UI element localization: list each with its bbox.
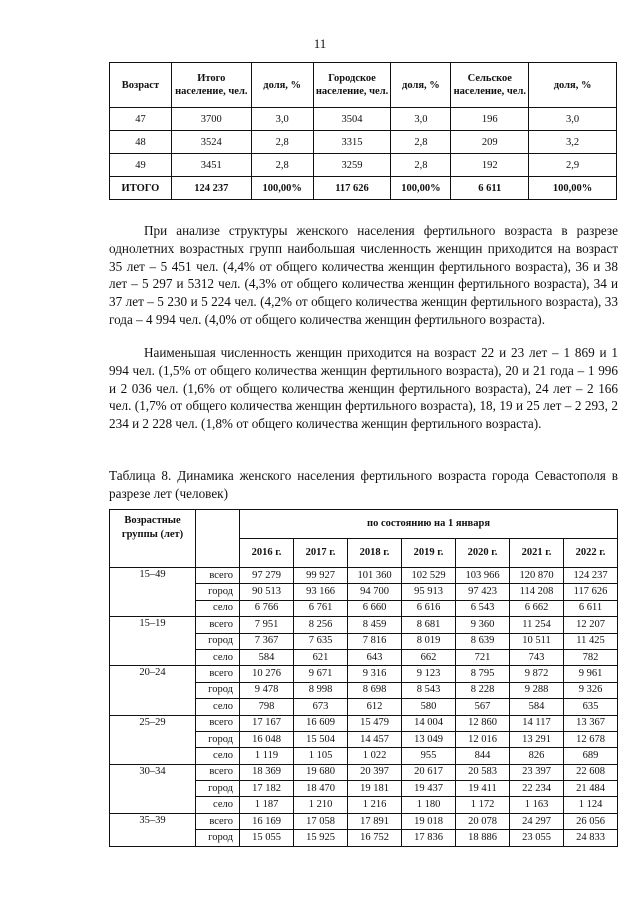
population-value: 22 234 xyxy=(510,781,564,797)
population-value: 1 210 xyxy=(294,797,348,813)
population-value: 15 055 xyxy=(240,830,294,846)
population-value: 584 xyxy=(510,699,564,715)
table8-header-row xyxy=(110,510,618,539)
population-value: 721 xyxy=(456,649,510,665)
population-value: 12 860 xyxy=(456,715,510,731)
population-type-label: село xyxy=(196,797,240,813)
population-value: 102 529 xyxy=(402,568,456,584)
population-type-label: город xyxy=(196,633,240,649)
table1-header: Сельское население, чел. xyxy=(451,63,529,108)
population-value: 11 254 xyxy=(510,617,564,633)
age-group-label: 30–34 xyxy=(110,764,196,813)
population-value: 17 058 xyxy=(294,813,348,829)
population-value: 95 913 xyxy=(402,584,456,600)
population-value: 689 xyxy=(564,748,618,764)
population-value: 9 961 xyxy=(564,666,618,682)
population-value: 99 927 xyxy=(294,568,348,584)
population-value: 18 886 xyxy=(456,830,510,846)
population-value: 8 459 xyxy=(348,617,402,633)
table8-row xyxy=(110,715,618,731)
population-value: 782 xyxy=(564,649,618,665)
population-value: 19 680 xyxy=(294,764,348,780)
year-header: 2016 г. xyxy=(240,539,294,568)
table1-cell: 3259 xyxy=(313,154,391,177)
table8-row xyxy=(110,617,618,633)
table1-cell: 2,8 xyxy=(391,131,451,154)
table1-total-cell: 117 626 xyxy=(313,177,391,200)
population-type-label: село xyxy=(196,649,240,665)
population-value: 6 662 xyxy=(510,600,564,616)
table1-header: доля, % xyxy=(391,63,451,108)
table1-cell: 3315 xyxy=(313,131,391,154)
population-value: 94 700 xyxy=(348,584,402,600)
population-value: 635 xyxy=(564,699,618,715)
population-value: 12 207 xyxy=(564,617,618,633)
population-value: 7 951 xyxy=(240,617,294,633)
population-value: 90 513 xyxy=(240,584,294,600)
population-value: 9 872 xyxy=(510,666,564,682)
table1-header: Итого население, чел. xyxy=(171,63,251,108)
population-value: 13 367 xyxy=(564,715,618,731)
population-value: 18 369 xyxy=(240,764,294,780)
age-share-table xyxy=(109,62,617,200)
population-value: 12 016 xyxy=(456,731,510,747)
population-value: 7 816 xyxy=(348,633,402,649)
table1-total-cell: 100,00% xyxy=(251,177,313,200)
population-value: 18 470 xyxy=(294,781,348,797)
table1-total-cell: 100,00% xyxy=(529,177,617,200)
population-value: 6 543 xyxy=(456,600,510,616)
table1-cell: 2,8 xyxy=(251,131,313,154)
table1-cell: 2,8 xyxy=(251,154,313,177)
population-type-label: село xyxy=(196,600,240,616)
table1-cell: 3,0 xyxy=(251,108,313,131)
population-value: 955 xyxy=(402,748,456,764)
population-value: 16 752 xyxy=(348,830,402,846)
population-value: 124 237 xyxy=(564,568,618,584)
population-value: 13 291 xyxy=(510,731,564,747)
population-type-label: всего xyxy=(196,813,240,829)
year-header: 2020 г. xyxy=(456,539,510,568)
table1-cell: 48 xyxy=(110,131,172,154)
population-value: 10 511 xyxy=(510,633,564,649)
table1-cell: 192 xyxy=(451,154,529,177)
table1-cell: 3451 xyxy=(171,154,251,177)
population-value: 17 167 xyxy=(240,715,294,731)
population-value: 9 360 xyxy=(456,617,510,633)
population-value: 22 608 xyxy=(564,764,618,780)
table1-total-cell: 6 611 xyxy=(451,177,529,200)
table1-row xyxy=(110,108,617,131)
population-value: 20 583 xyxy=(456,764,510,780)
table1-cell: 209 xyxy=(451,131,529,154)
population-value: 6 766 xyxy=(240,600,294,616)
population-type-label: город xyxy=(196,830,240,846)
population-value: 580 xyxy=(402,699,456,715)
population-type-label: город xyxy=(196,682,240,698)
population-value: 12 678 xyxy=(564,731,618,747)
population-value: 662 xyxy=(402,649,456,665)
population-value: 8 019 xyxy=(402,633,456,649)
year-header: 2017 г. xyxy=(294,539,348,568)
population-value: 6 660 xyxy=(348,600,402,616)
age-group-label: 25–29 xyxy=(110,715,196,764)
population-value: 117 626 xyxy=(564,584,618,600)
age-group-label: 15–19 xyxy=(110,617,196,666)
table1-row xyxy=(110,154,617,177)
population-value: 612 xyxy=(348,699,402,715)
population-value: 23 055 xyxy=(510,830,564,846)
population-value: 97 423 xyxy=(456,584,510,600)
table1-total-row xyxy=(110,177,617,200)
year-header: 2021 г. xyxy=(510,539,564,568)
table1-header: Возраст xyxy=(110,63,172,108)
age-group-header: Возрастные группы (лет) xyxy=(110,510,196,568)
population-value: 1 172 xyxy=(456,797,510,813)
table1-cell: 3,2 xyxy=(529,131,617,154)
population-value: 19 411 xyxy=(456,781,510,797)
year-header: 2019 г. xyxy=(402,539,456,568)
table8-caption: Таблица 8. Динамика женского населения фертильного возраста города Севастополя в разрезе лет (человек) xyxy=(109,468,618,501)
population-value: 9 326 xyxy=(564,682,618,698)
population-value: 24 297 xyxy=(510,813,564,829)
population-value: 6 611 xyxy=(564,600,618,616)
population-value: 643 xyxy=(348,649,402,665)
population-value: 1 119 xyxy=(240,748,294,764)
paragraph-min-population: Наименьшая численность женщин приходится на возраст 22 и 23 лет – 1 869 и 1 994 чел. (1,5% от общего количества женщин фертильного возраста), 20 и 21 года – 1 996 и 2 036 чел. (1,6% от общего количества женщин фертильного возраста), 24 лет – 2 166 чел. (1,7% от общего количества женщин фертильного возраста), 18, 19 и 25 лет – 2 293, 2 234 и 2 228 чел. (1,8% от общего количества женщин фертильного возраста). xyxy=(109,345,618,432)
table1-total-cell: 100,00% xyxy=(391,177,451,200)
population-value: 844 xyxy=(456,748,510,764)
population-value: 20 617 xyxy=(402,764,456,780)
table1-cell: 2,9 xyxy=(529,154,617,177)
population-type-label: город xyxy=(196,584,240,600)
population-value: 798 xyxy=(240,699,294,715)
population-type-label: город xyxy=(196,731,240,747)
population-type-label: всего xyxy=(196,715,240,731)
population-value: 17 891 xyxy=(348,813,402,829)
population-value: 10 276 xyxy=(240,666,294,682)
date-span-header: по состоянию на 1 января xyxy=(240,510,618,539)
population-value: 11 425 xyxy=(564,633,618,649)
population-value: 19 181 xyxy=(348,781,402,797)
population-value: 743 xyxy=(510,649,564,665)
population-value: 8 543 xyxy=(402,682,456,698)
year-header: 2022 г. xyxy=(564,539,618,568)
table1-cell: 47 xyxy=(110,108,172,131)
population-value: 93 166 xyxy=(294,584,348,600)
population-type-label: село xyxy=(196,699,240,715)
population-value: 1 022 xyxy=(348,748,402,764)
table1-total-cell: ИТОГО xyxy=(110,177,172,200)
population-value: 826 xyxy=(510,748,564,764)
population-type-label: всего xyxy=(196,764,240,780)
population-value: 14 117 xyxy=(510,715,564,731)
population-value: 584 xyxy=(240,649,294,665)
population-value: 16 169 xyxy=(240,813,294,829)
population-value: 19 018 xyxy=(402,813,456,829)
population-value: 6 616 xyxy=(402,600,456,616)
table1-header: Городское население, чел. xyxy=(313,63,391,108)
table1-total-cell: 124 237 xyxy=(171,177,251,200)
population-value: 15 504 xyxy=(294,731,348,747)
age-group-label: 15–49 xyxy=(110,568,196,617)
population-value: 1 216 xyxy=(348,797,402,813)
population-value: 1 180 xyxy=(402,797,456,813)
population-value: 16 609 xyxy=(294,715,348,731)
population-value: 1 124 xyxy=(564,797,618,813)
table8-row xyxy=(110,666,618,682)
population-value: 8 228 xyxy=(456,682,510,698)
type-header xyxy=(196,510,240,568)
population-value: 14 004 xyxy=(402,715,456,731)
table1-header: доля, % xyxy=(251,63,313,108)
table1-row xyxy=(110,131,617,154)
population-value: 9 316 xyxy=(348,666,402,682)
age-group-label: 20–24 xyxy=(110,666,196,715)
table1-cell: 3504 xyxy=(313,108,391,131)
population-value: 673 xyxy=(294,699,348,715)
population-value: 101 360 xyxy=(348,568,402,584)
table8-row xyxy=(110,813,618,829)
population-value: 17 182 xyxy=(240,781,294,797)
fertile-population-dynamics-table xyxy=(109,509,618,847)
table1-header-row xyxy=(110,63,617,108)
population-type-label: село xyxy=(196,748,240,764)
population-type-label: всего xyxy=(196,617,240,633)
population-value: 103 966 xyxy=(456,568,510,584)
age-group-label: 35–39 xyxy=(110,813,196,846)
population-value: 114 208 xyxy=(510,584,564,600)
population-value: 8 681 xyxy=(402,617,456,633)
population-value: 7 635 xyxy=(294,633,348,649)
population-value: 19 437 xyxy=(402,781,456,797)
population-value: 20 397 xyxy=(348,764,402,780)
population-value: 9 671 xyxy=(294,666,348,682)
page-number: 11 xyxy=(313,36,327,51)
population-value: 1 163 xyxy=(510,797,564,813)
year-header: 2018 г. xyxy=(348,539,402,568)
population-value: 6 761 xyxy=(294,600,348,616)
population-value: 9 478 xyxy=(240,682,294,698)
population-value: 97 279 xyxy=(240,568,294,584)
population-value: 7 367 xyxy=(240,633,294,649)
population-value: 14 457 xyxy=(348,731,402,747)
table8-row xyxy=(110,568,618,584)
population-value: 120 870 xyxy=(510,568,564,584)
population-value: 23 397 xyxy=(510,764,564,780)
population-type-label: город xyxy=(196,781,240,797)
paragraph-max-population: При анализе структуры женского населения фертильного возраста в разрезе однолетних возрастных групп наибольшая численность женщин приходится на возраст 35 лет – 5 451 чел. (4,4% от общего количества женщин фертильного возраста), 36 и 38 лет – 5 297 и 5312 чел. (4,3% от общего количества женщин фертильного возраста), 34 и 37 лет – 5 230 и 5 224 чел. (4,2% от общего количества женщин фертильного возраста), 33 года – 4 994 чел. (4,0% от общего количества женщин фертильного возраста). xyxy=(109,223,618,327)
population-value: 567 xyxy=(456,699,510,715)
population-value: 1 187 xyxy=(240,797,294,813)
table1-header: доля, % xyxy=(529,63,617,108)
table1-cell: 3,0 xyxy=(529,108,617,131)
table8-row xyxy=(110,764,618,780)
population-value: 17 836 xyxy=(402,830,456,846)
population-value: 8 998 xyxy=(294,682,348,698)
population-value: 621 xyxy=(294,649,348,665)
population-value: 8 698 xyxy=(348,682,402,698)
population-value: 21 484 xyxy=(564,781,618,797)
population-value: 8 639 xyxy=(456,633,510,649)
population-value: 16 048 xyxy=(240,731,294,747)
table1-cell: 196 xyxy=(451,108,529,131)
population-value: 8 256 xyxy=(294,617,348,633)
population-type-label: всего xyxy=(196,568,240,584)
population-value: 13 049 xyxy=(402,731,456,747)
table1-cell: 3524 xyxy=(171,131,251,154)
population-type-label: всего xyxy=(196,666,240,682)
population-value: 26 056 xyxy=(564,813,618,829)
population-value: 24 833 xyxy=(564,830,618,846)
population-value: 1 105 xyxy=(294,748,348,764)
table1-cell: 49 xyxy=(110,154,172,177)
population-value: 20 078 xyxy=(456,813,510,829)
population-value: 15 479 xyxy=(348,715,402,731)
table1-cell: 3700 xyxy=(171,108,251,131)
population-value: 9 288 xyxy=(510,682,564,698)
population-value: 8 795 xyxy=(456,666,510,682)
table1-cell: 2,8 xyxy=(391,154,451,177)
population-value: 15 925 xyxy=(294,830,348,846)
population-value: 9 123 xyxy=(402,666,456,682)
table1-cell: 3,0 xyxy=(391,108,451,131)
